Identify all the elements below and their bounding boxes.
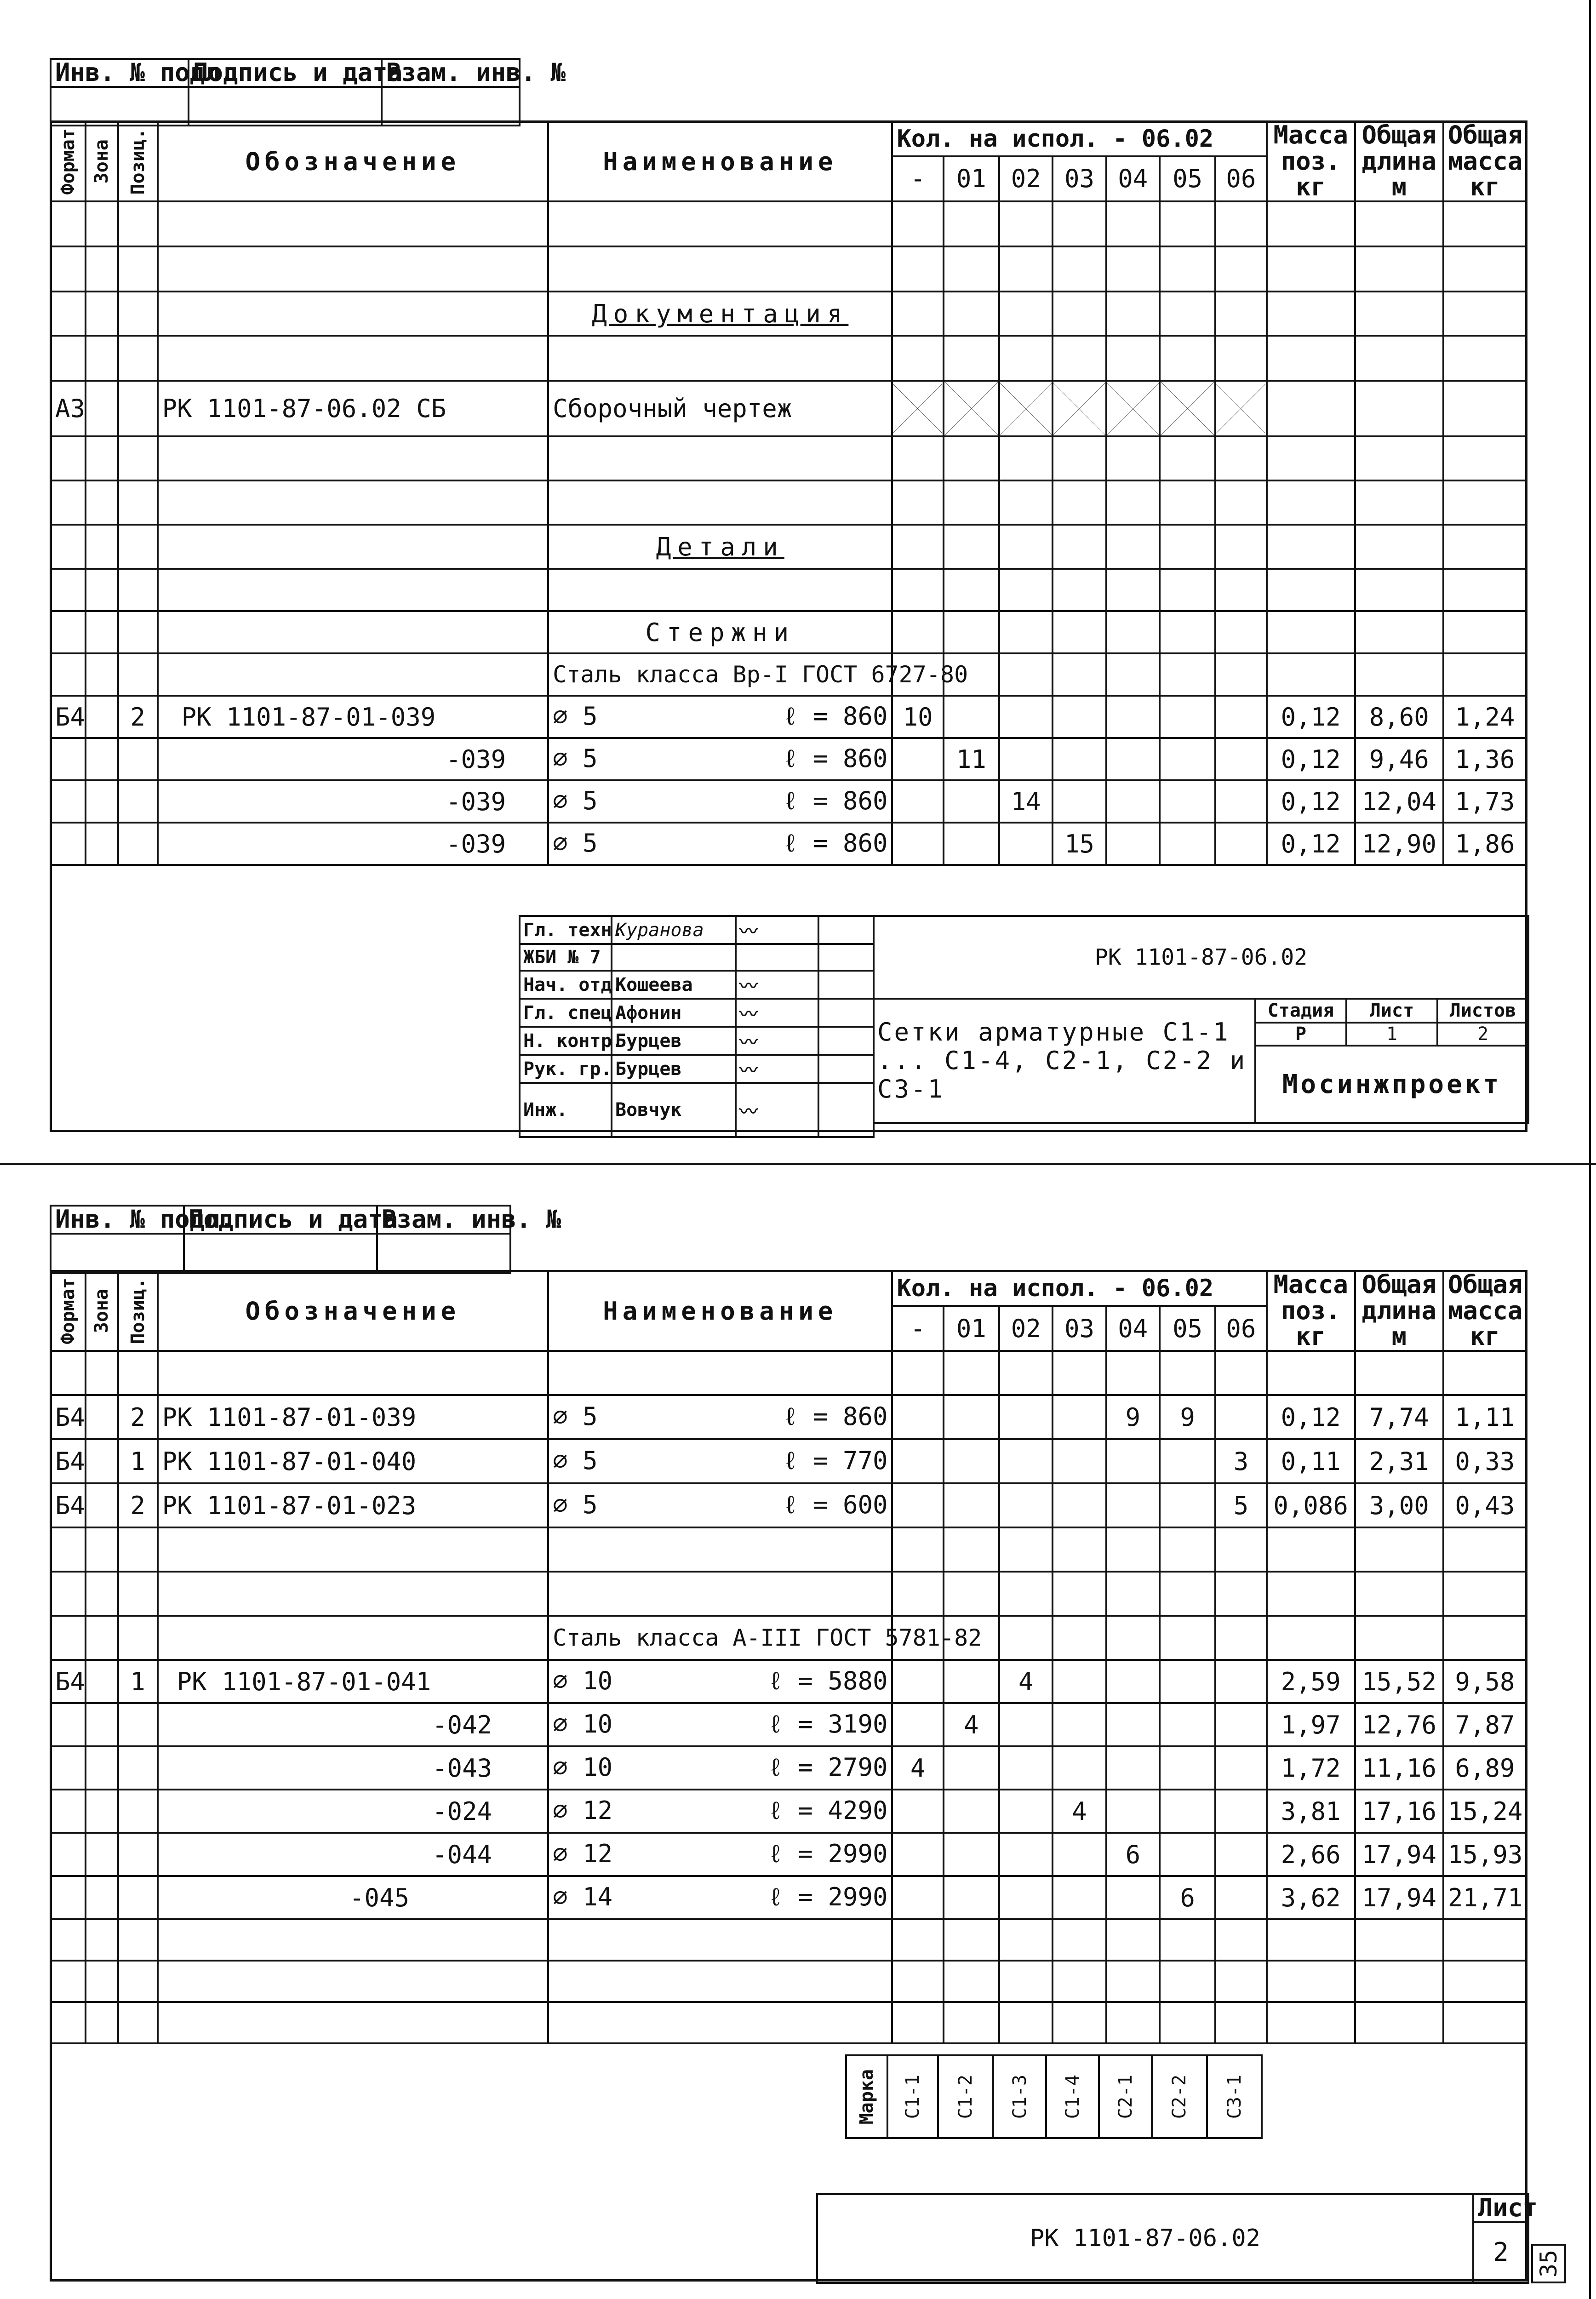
- cell-designation: -039: [158, 823, 549, 865]
- cell-qty: [1160, 1660, 1215, 1703]
- cell-length: 12,04: [1355, 780, 1443, 823]
- empty-row: [51, 201, 1527, 246]
- cell-qty: [1215, 1833, 1266, 1876]
- stamp-name: Куранова: [612, 916, 736, 944]
- cell-length: 12,76: [1355, 1703, 1443, 1746]
- cell-qty: [892, 1703, 943, 1746]
- cell-qty: [892, 1833, 943, 1876]
- cell-qty: [944, 823, 999, 865]
- cell-qty: [1106, 1703, 1160, 1746]
- empty-row: [51, 480, 1527, 525]
- cell-qty: [999, 1703, 1053, 1746]
- signature-date-label: Подпись и дата: [184, 1206, 377, 1234]
- cell-qty: [1215, 1703, 1266, 1746]
- variant-header: 03: [1053, 1306, 1106, 1351]
- signature-date-label: Подпись и дата: [189, 59, 382, 87]
- table-row: [51, 1395, 1527, 1439]
- cell-length: 17,94: [1355, 1833, 1443, 1876]
- replace-inv-label: Взам. инв. №: [377, 1206, 510, 1234]
- designation-header: Обозначение: [158, 121, 549, 201]
- variant-header: 01: [944, 156, 999, 201]
- cell-format: Б4: [51, 696, 86, 738]
- variant-header: 06: [1215, 156, 1266, 201]
- page-number-box: [1531, 2244, 1566, 2283]
- cell-qty: [1160, 1833, 1215, 1876]
- table-row: [51, 1439, 1527, 1483]
- cell-total: 1,24: [1443, 696, 1527, 738]
- table-row: [51, 696, 1527, 738]
- empty-row: [51, 1351, 1527, 1395]
- empty-row: [51, 246, 1527, 292]
- section-row: [51, 292, 1527, 336]
- cross-mark: [1160, 381, 1215, 436]
- cell-qty: [944, 1833, 999, 1876]
- cell-length: 8,60: [1355, 696, 1443, 738]
- org-name: Мосинжпроект: [1255, 1046, 1528, 1123]
- variant-header: -: [892, 1306, 943, 1351]
- cell-mass: 0,12: [1267, 823, 1355, 865]
- cell-qty: [1160, 1483, 1215, 1527]
- cell-pos: 2: [118, 1483, 158, 1527]
- cell-format: Б4: [51, 1439, 86, 1483]
- title-block: [873, 915, 1529, 1124]
- mark-cell: С1-2: [938, 2055, 993, 2138]
- cell-qty: [999, 1876, 1053, 1919]
- cell-length: 17,94: [1355, 1876, 1443, 1919]
- cell-qty: [1106, 1876, 1160, 1919]
- total-length-header: Общая длина м: [1355, 1271, 1443, 1351]
- cell-name: ⌀ 5 ℓ = 860: [548, 696, 892, 738]
- cell-mass: 2,66: [1267, 1833, 1355, 1876]
- cell-qty: [999, 738, 1053, 780]
- empty-row: [51, 1919, 1527, 1961]
- cell-qty: [1106, 1746, 1160, 1790]
- zone-header: Зона: [86, 1271, 118, 1351]
- cell-mass: 1,97: [1267, 1703, 1355, 1746]
- cell-length: 9,46: [1355, 738, 1443, 780]
- cross-mark: [944, 381, 999, 436]
- stamp-role: Инж.: [520, 1083, 612, 1137]
- cell-designation: РК 1101-87-01-023: [158, 1483, 549, 1527]
- doc-row: [51, 381, 1527, 436]
- variant-header: 04: [1106, 1306, 1160, 1351]
- cell-total: 21,71: [1443, 1876, 1527, 1919]
- cell-qty: [892, 1790, 943, 1833]
- section-documentation: Документация: [548, 292, 892, 336]
- cell-name: ⌀ 14 ℓ = 2990: [548, 1876, 892, 1919]
- cell-qty: [1053, 696, 1106, 738]
- cell-qty: [1215, 1395, 1266, 1439]
- stamp-role: Н. контр.: [520, 1027, 612, 1055]
- table-row: [51, 1746, 1527, 1790]
- top-spec-table: [50, 120, 1527, 866]
- cell-length: 17,16: [1355, 1790, 1443, 1833]
- cell-total: 15,24: [1443, 1790, 1527, 1833]
- cell-designation: -044: [158, 1833, 549, 1876]
- steel-class: Сталь класса Вр-I ГОСТ 6727-80: [548, 653, 892, 696]
- variant-header: 02: [999, 156, 1053, 201]
- sheet-label: Лист: [1346, 999, 1437, 1023]
- cell-mass: 0,12: [1267, 1395, 1355, 1439]
- cell-mass: 0,12: [1267, 696, 1355, 738]
- cell-qty: [944, 780, 999, 823]
- cell-qty: 4: [1053, 1790, 1106, 1833]
- stamp-role: Гл. спец.: [520, 999, 612, 1027]
- cell-qty: [892, 780, 943, 823]
- cell-qty: [1160, 1746, 1215, 1790]
- cell-qty: [892, 738, 943, 780]
- stamp-name: Бурцев: [612, 1027, 736, 1055]
- steel-row: [51, 1616, 1527, 1660]
- mark-cell: С1-4: [1046, 2055, 1099, 2138]
- variant-header: 06: [1215, 1306, 1266, 1351]
- cell-qty: 10: [892, 696, 943, 738]
- cell-total: 1,73: [1443, 780, 1527, 823]
- cell-qty: [999, 696, 1053, 738]
- cell-length: 11,16: [1355, 1746, 1443, 1790]
- cell-qty: [944, 1746, 999, 1790]
- table-row: [51, 738, 1527, 780]
- cell-designation: РК 1101-87-01-039: [158, 696, 549, 738]
- cell-pos: 2: [118, 696, 158, 738]
- stamp-role: Нач. отд.: [520, 971, 612, 999]
- cell-qty: [892, 1660, 943, 1703]
- cell-designation: РК 1101-87-01-041: [158, 1660, 549, 1703]
- cell-total: 1,11: [1443, 1395, 1527, 1439]
- total-length-header: Общая длина м: [1355, 121, 1443, 201]
- cell-qty: 14: [999, 780, 1053, 823]
- empty-row: [51, 1572, 1527, 1616]
- stamp-name: [612, 944, 736, 971]
- cell-designation: -024: [158, 1790, 549, 1833]
- cross-mark: [1215, 381, 1266, 436]
- cell-qty: [1053, 1660, 1106, 1703]
- title-name: Сетки арматурные С1-1 ... С1-4, С2-1, С2-2 и С3-1: [874, 999, 1255, 1123]
- table-row: [51, 823, 1527, 865]
- cell-qty: [1106, 1483, 1160, 1527]
- cell-qty: [1215, 1790, 1266, 1833]
- variant-header: -: [892, 156, 943, 201]
- signature: 〰: [736, 999, 818, 1027]
- format-header: Формат: [51, 121, 86, 201]
- variant-header: 05: [1160, 1306, 1215, 1351]
- replace-inv-label: Взам. инв. №: [382, 59, 520, 87]
- cell-qty: 6: [1106, 1833, 1160, 1876]
- table-row: [51, 1483, 1527, 1527]
- cell-qty: [1106, 1790, 1160, 1833]
- sheets-label: Листов: [1437, 999, 1528, 1023]
- empty-row: [51, 436, 1527, 480]
- cell-qty: [999, 1833, 1053, 1876]
- doc-name: Сборочный чертеж: [548, 381, 892, 436]
- variant-header: 05: [1160, 156, 1215, 201]
- variant-header: 04: [1106, 156, 1160, 201]
- cell-name: ⌀ 5 ℓ = 860: [548, 780, 892, 823]
- signature: 〰: [736, 1055, 818, 1083]
- table-row: [51, 1833, 1527, 1876]
- mark-cell: С2-1: [1099, 2055, 1152, 2138]
- inv-no-label: Инв. № подл.: [51, 59, 189, 87]
- cell-qty: 6: [1160, 1876, 1215, 1919]
- cell-qty: [1215, 1746, 1266, 1790]
- section-row: [51, 525, 1527, 569]
- cell-mass: 0,12: [1267, 780, 1355, 823]
- qty-header: Кол. на испол. - 06.02: [892, 1271, 1266, 1306]
- cell-length: 15,52: [1355, 1660, 1443, 1703]
- designation-header: Обозначение: [158, 1271, 549, 1351]
- cell-total: 9,58: [1443, 1660, 1527, 1703]
- cell-mass: 3,81: [1267, 1790, 1355, 1833]
- cell-name: ⌀ 5 ℓ = 860: [548, 823, 892, 865]
- cell-qty: 3: [1215, 1439, 1266, 1483]
- cell-qty: 4: [999, 1660, 1053, 1703]
- empty-row: [51, 1527, 1527, 1572]
- section-details: Детали: [548, 525, 892, 569]
- cell-designation: РК 1101-87-01-040: [158, 1439, 549, 1483]
- cell-qty: [1215, 1660, 1266, 1703]
- empty-row: [51, 1961, 1527, 2002]
- cell-designation: РК 1101-87-01-039: [158, 1395, 549, 1439]
- empty-row: [51, 336, 1527, 381]
- pos-header: Позиц.: [118, 1271, 158, 1351]
- cell-qty: 4: [892, 1746, 943, 1790]
- cell-designation: -039: [158, 738, 549, 780]
- cell-format: Б4: [51, 1483, 86, 1527]
- signature: 〰: [736, 971, 818, 999]
- cell-qty: [999, 1746, 1053, 1790]
- cell-total: 0,43: [1443, 1483, 1527, 1527]
- right-margin-line: [1589, 0, 1591, 2299]
- cell-qty: [999, 1790, 1053, 1833]
- marka-table: [845, 2054, 1263, 2139]
- cell-qty: [1053, 1746, 1106, 1790]
- cell-qty: [944, 1876, 999, 1919]
- signature: 〰: [736, 1083, 818, 1137]
- cell-total: 0,33: [1443, 1439, 1527, 1483]
- table-row: [51, 1876, 1527, 1919]
- cell-length: 7,74: [1355, 1395, 1443, 1439]
- footer-doc-code: РК 1101-87-06.02: [817, 2194, 1473, 2283]
- cell-qty: [1106, 1439, 1160, 1483]
- cell-qty: 15: [1053, 823, 1106, 865]
- cell-name: ⌀ 5 ℓ = 600: [548, 1483, 892, 1527]
- approval-stamp: [519, 915, 875, 1138]
- qty-header: Кол. на испол. - 06.02: [892, 121, 1266, 156]
- cell-qty: [944, 1790, 999, 1833]
- name-header: Наименование: [548, 121, 892, 201]
- cell-qty: [1053, 1876, 1106, 1919]
- cell-total: 7,87: [1443, 1703, 1527, 1746]
- cell-qty: 9: [1160, 1395, 1215, 1439]
- mass-unit-header: Масса поз. кг: [1267, 1271, 1355, 1351]
- zone-header: Зона: [86, 121, 118, 201]
- mass-unit-header: Масса поз. кг: [1267, 121, 1355, 201]
- stamp-role: Гл. техн.: [520, 916, 612, 944]
- cell-qty: [1106, 1660, 1160, 1703]
- cell-mass: 1,72: [1267, 1746, 1355, 1790]
- cross-mark: [1053, 381, 1106, 436]
- total-mass-header: Общая масса кг: [1443, 121, 1527, 201]
- variant-header: 02: [999, 1306, 1053, 1351]
- cell-qty: 4: [944, 1703, 999, 1746]
- pos-header: Позиц.: [118, 121, 158, 201]
- cell-qty: [1160, 1703, 1215, 1746]
- doc-designation: РК 1101-87-06.02 СБ: [158, 381, 549, 436]
- cell-name: ⌀ 12 ℓ = 2990: [548, 1833, 892, 1876]
- sheet-divider: [0, 1163, 1596, 1165]
- cell-qty: [1053, 1703, 1106, 1746]
- top-inv-strip: [50, 58, 566, 126]
- cross-mark: [999, 381, 1053, 436]
- variant-header: 03: [1053, 156, 1106, 201]
- cross-mark: [892, 381, 943, 436]
- stamp-role: Рук. гр.: [520, 1055, 612, 1083]
- cell-qty: [1053, 1833, 1106, 1876]
- cell-mass: 0,11: [1267, 1439, 1355, 1483]
- table-row: [51, 780, 1527, 823]
- stamp-name: Афонин: [612, 999, 736, 1027]
- cell-qty: [1215, 1876, 1266, 1919]
- subsection-rods: Стержни: [548, 611, 892, 653]
- empty-row: [51, 2002, 1527, 2043]
- cell-qty: [1160, 1790, 1215, 1833]
- cell-length: 12,90: [1355, 823, 1443, 865]
- cell-name: ⌀ 10 ℓ = 5880: [548, 1660, 892, 1703]
- cell-mass: 2,59: [1267, 1660, 1355, 1703]
- sheets-value: 2: [1437, 1023, 1528, 1046]
- cell-qty: 11: [944, 738, 999, 780]
- stamp-name: Кошеева: [612, 971, 736, 999]
- cell-name: ⌀ 10 ℓ = 3190: [548, 1703, 892, 1746]
- cell-mass: 0,12: [1267, 738, 1355, 780]
- empty-row: [51, 569, 1527, 611]
- page-number: 35: [1535, 2249, 1562, 2278]
- cell-designation: -043: [158, 1746, 549, 1790]
- steel-row: [51, 653, 1527, 696]
- cell-format: Б4: [51, 1395, 86, 1439]
- variant-header: 01: [944, 1306, 999, 1351]
- cell-name: ⌀ 10 ℓ = 2790: [548, 1746, 892, 1790]
- total-mass-header: Общая масса кг: [1443, 1271, 1527, 1351]
- marka-label: Марка: [846, 2055, 887, 2138]
- cell-length: 3,00: [1355, 1483, 1443, 1527]
- table-row: [51, 1660, 1527, 1703]
- cell-pos: 1: [118, 1660, 158, 1703]
- bottom-spec-table: [50, 1270, 1527, 2044]
- mark-cell: С3-1: [1207, 2055, 1262, 2138]
- format-header: Формат: [51, 1271, 86, 1351]
- cell-qty: [1053, 738, 1106, 780]
- cell-name: ⌀ 5 ℓ = 770: [548, 1439, 892, 1483]
- cell-pos: 2: [118, 1395, 158, 1439]
- footer-title: [816, 2193, 1538, 2284]
- mark-cell: С1-1: [887, 2055, 938, 2138]
- footer-sheet-label: Лист: [1473, 2194, 1528, 2222]
- cell-total: 1,36: [1443, 738, 1527, 780]
- sheet-value: 1: [1346, 1023, 1437, 1046]
- steel-class: Сталь класса А-III ГОСТ 5781-82: [548, 1616, 892, 1660]
- cell-qty: [999, 823, 1053, 865]
- bottom-inv-strip: [50, 1205, 561, 1274]
- cell-total: 6,89: [1443, 1746, 1527, 1790]
- cell-total: 15,93: [1443, 1833, 1527, 1876]
- cell-designation: -045: [158, 1876, 549, 1919]
- stamp-name: Вовчук: [612, 1083, 736, 1137]
- mark-cell: С1-3: [993, 2055, 1046, 2138]
- section-row: [51, 611, 1527, 653]
- stage-label: Стадия: [1255, 999, 1346, 1023]
- cross-mark: [1106, 381, 1160, 436]
- cell-mass: 3,62: [1267, 1876, 1355, 1919]
- stamp-name: Бурцев: [612, 1055, 736, 1083]
- title-doc-code: РК 1101-87-06.02: [874, 916, 1528, 999]
- cell-qty: [944, 1660, 999, 1703]
- footer-sheet-number: 2: [1473, 2222, 1528, 2283]
- table-row: [51, 1703, 1527, 1746]
- mark-cell: С2-2: [1152, 2055, 1207, 2138]
- name-header: Наименование: [548, 1271, 892, 1351]
- cell-designation: -042: [158, 1703, 549, 1746]
- cell-qty: 5: [1215, 1483, 1266, 1527]
- cell-pos: 1: [118, 1439, 158, 1483]
- cell-mass: 0,086: [1267, 1483, 1355, 1527]
- stage-value: Р: [1255, 1023, 1346, 1046]
- cell-name: ⌀ 5 ℓ = 860: [548, 1395, 892, 1439]
- cell-qty: [944, 696, 999, 738]
- signature: 〰: [736, 1027, 818, 1055]
- cell-length: 2,31: [1355, 1439, 1443, 1483]
- doc-format: А3: [51, 381, 86, 436]
- cell-qty: [892, 1876, 943, 1919]
- stamp-role: ЖБИ № 7: [520, 944, 612, 971]
- cell-total: 1,86: [1443, 823, 1527, 865]
- cell-name: ⌀ 5 ℓ = 860: [548, 738, 892, 780]
- cell-qty: [1160, 1439, 1215, 1483]
- cell-qty: [1053, 780, 1106, 823]
- cell-name: ⌀ 12 ℓ = 4290: [548, 1790, 892, 1833]
- cell-qty: 9: [1106, 1395, 1160, 1439]
- table-row: [51, 1790, 1527, 1833]
- cell-designation: -039: [158, 780, 549, 823]
- signature: 〰: [736, 916, 818, 944]
- inv-no-label: Инв. № подл.: [51, 1206, 184, 1234]
- cell-format: Б4: [51, 1660, 86, 1703]
- cell-qty: [892, 823, 943, 865]
